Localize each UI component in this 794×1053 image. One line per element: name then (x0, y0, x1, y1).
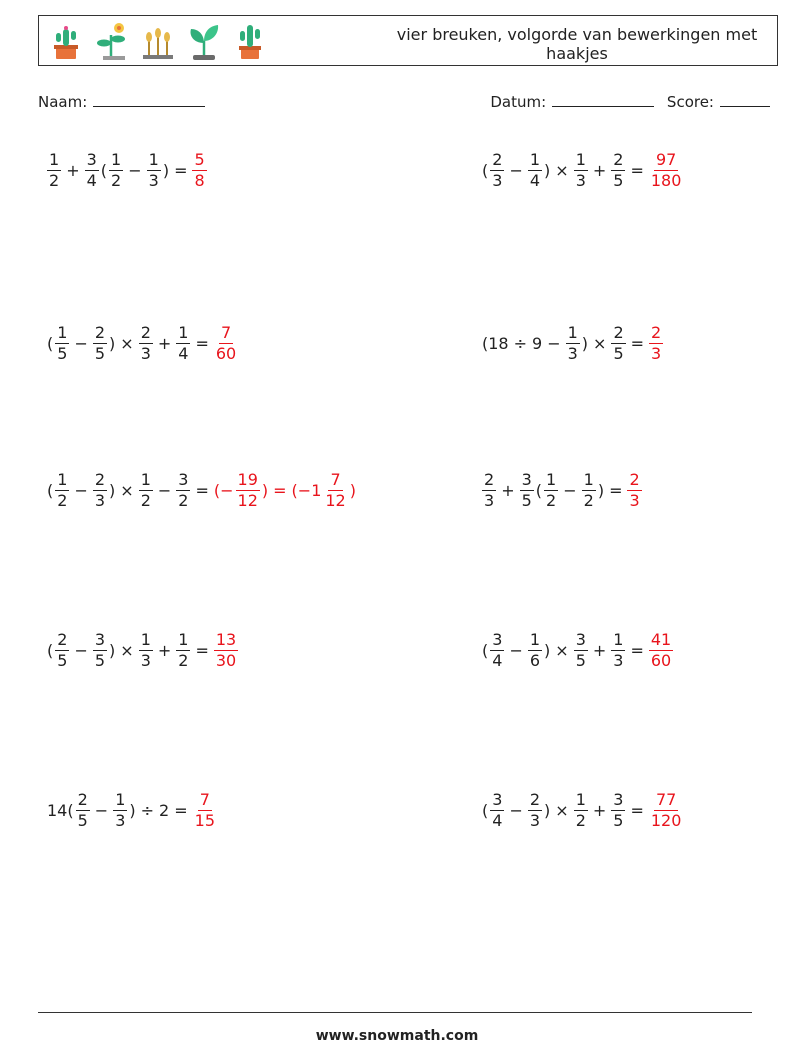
operator: × (593, 333, 607, 353)
numerator: 7 (199, 789, 210, 809)
fraction (92, 323, 108, 364)
problem-2 (481, 146, 684, 194)
numerator: 77 (655, 789, 677, 809)
denominator: 5 (77, 810, 88, 830)
fraction (138, 630, 154, 671)
denominator: 4 (492, 650, 503, 670)
expression (46, 630, 213, 671)
operator: = (195, 480, 209, 500)
header-icons (47, 21, 269, 61)
operator: + (157, 640, 172, 660)
numerator: 19 (237, 469, 258, 489)
denominator: 2 (49, 170, 60, 190)
numerator: 2 (529, 789, 541, 809)
fraction (146, 150, 162, 191)
fraction (92, 470, 108, 511)
term: ) (109, 480, 116, 500)
date-score-field (490, 92, 770, 111)
problem-6 (481, 466, 643, 514)
problem-5 (46, 466, 357, 514)
numerator: 13 (215, 629, 237, 649)
numerator: 1 (57, 322, 68, 342)
denominator: 2 (140, 490, 151, 510)
date-blank-line[interactable] (552, 92, 654, 107)
operator: − (74, 333, 88, 353)
numerator: 2 (57, 629, 68, 649)
term: ( (482, 800, 489, 820)
operator: − (74, 640, 88, 660)
term: ( (47, 333, 54, 353)
numerator: 3 (613, 789, 624, 809)
fraction (573, 150, 589, 191)
answer (192, 790, 218, 831)
fraction (489, 630, 505, 671)
numerator: 3 (521, 469, 532, 489)
numerator: 41 (650, 629, 672, 649)
numerator: 1 (111, 149, 122, 169)
numerator: 5 (194, 149, 205, 169)
denominator: 4 (178, 343, 189, 363)
denominator: 2 (178, 490, 189, 510)
fraction (489, 150, 505, 191)
denominator: 4 (529, 170, 541, 190)
answer (626, 470, 642, 511)
problem-3 (46, 319, 239, 367)
answer (648, 790, 685, 831)
problem-4 (481, 319, 664, 367)
expression (481, 323, 648, 364)
problem-9 (46, 786, 218, 834)
operator: × (555, 640, 569, 660)
fraction (527, 790, 543, 831)
denominator: 15 (194, 810, 215, 830)
answer (648, 150, 685, 191)
numerator: 2 (629, 469, 640, 489)
numerator: 2 (651, 322, 662, 342)
denominator: 2 (57, 490, 68, 510)
fraction (648, 630, 674, 671)
term: ) (162, 160, 170, 180)
numerator: 1 (613, 629, 624, 649)
fraction (519, 470, 535, 511)
score-blank-line[interactable] (720, 92, 770, 107)
operator: × (120, 640, 134, 660)
denominator: 2 (178, 650, 189, 670)
numerator: 1 (140, 629, 151, 649)
operator: = (174, 160, 188, 180)
operator: − (74, 480, 88, 500)
score-label: Score: (666, 93, 714, 111)
denominator: 12 (325, 490, 346, 510)
term: ( (47, 640, 54, 660)
numerator: 2 (140, 322, 151, 342)
denominator: 5 (57, 343, 68, 363)
fraction (213, 630, 239, 671)
denominator: 60 (650, 650, 672, 670)
numerator: 1 (178, 629, 189, 649)
fraction (581, 470, 597, 511)
denominator: 6 (529, 650, 541, 670)
operator: = (630, 160, 644, 180)
numerator: 1 (575, 149, 586, 169)
footer-divider (38, 1012, 752, 1013)
operator: ÷ (513, 333, 528, 353)
flower-sprout-icon (93, 21, 131, 61)
operator: + (592, 640, 607, 660)
denominator: 3 (629, 490, 640, 510)
denominator: 4 (492, 810, 503, 830)
denominator: 3 (140, 650, 151, 670)
numerator: 3 (575, 629, 586, 649)
expression (46, 150, 191, 191)
numerator: 1 (115, 789, 126, 809)
date-label: Datum: (490, 93, 547, 111)
operator: + (592, 800, 607, 820)
fraction (565, 323, 581, 364)
cactus-pot-icon (47, 21, 85, 61)
numerator: 2 (94, 469, 106, 489)
denominator: 3 (140, 343, 151, 363)
operator: − (563, 480, 577, 500)
fraction (573, 630, 589, 671)
operator: + (592, 160, 607, 180)
denominator: 5 (575, 650, 586, 670)
operator: = (195, 640, 209, 660)
denominator: 3 (529, 810, 541, 830)
fraction (610, 150, 626, 191)
denominator: 3 (651, 343, 662, 363)
answer (213, 323, 239, 364)
numerator: 97 (655, 149, 677, 169)
fraction (54, 470, 70, 511)
fraction (75, 790, 91, 831)
worksheet-title: vier breuken, volgorde van bewerkingen met haakjes (396, 25, 758, 63)
term: ) (129, 800, 136, 820)
numerator: 7 (220, 322, 232, 342)
denominator: 3 (613, 650, 624, 670)
term: ) (349, 480, 356, 500)
problem-10 (481, 786, 684, 834)
term: 14( (47, 800, 74, 820)
denominator: 2 (111, 170, 122, 190)
denominator: 5 (57, 650, 68, 670)
numerator: 1 (529, 629, 541, 649)
term: ( (482, 640, 489, 660)
answer (213, 630, 239, 671)
denominator: 3 (575, 170, 586, 190)
expression (481, 470, 626, 511)
term: ) (109, 333, 116, 353)
denominator: 2 (583, 490, 594, 510)
operator: − (94, 800, 109, 820)
operator: × (120, 333, 134, 353)
fraction (192, 790, 218, 831)
denominator: 3 (492, 170, 503, 190)
fraction (527, 150, 543, 191)
numerator: 3 (94, 629, 106, 649)
numerator: 1 (49, 149, 60, 169)
denominator: 3 (484, 490, 495, 510)
problem-7 (46, 626, 239, 674)
numerator: 2 (94, 322, 106, 342)
operator: − (509, 640, 523, 660)
operator: ÷ (140, 800, 155, 820)
fraction (610, 323, 626, 364)
operator: − (509, 800, 523, 820)
fraction (648, 323, 664, 364)
operator: − (157, 480, 172, 500)
fraction (108, 150, 124, 191)
fraction (527, 630, 543, 671)
fraction (138, 470, 154, 511)
denominator: 4 (86, 170, 97, 190)
numerator: 3 (178, 469, 189, 489)
operator: × (120, 480, 134, 500)
fraction (235, 470, 261, 511)
numerator: 1 (140, 469, 151, 489)
operator: + (157, 333, 172, 353)
operator: = (609, 480, 623, 500)
numerator: 1 (546, 469, 557, 489)
header-box (38, 15, 778, 66)
answer (213, 470, 357, 511)
term: 9 (532, 333, 543, 353)
operator: + (66, 160, 80, 180)
denominator: 2 (546, 490, 557, 510)
denominator: 5 (613, 170, 624, 190)
answer (191, 150, 207, 191)
operator: = (630, 333, 645, 353)
operator: = (195, 333, 209, 353)
term: (18 (482, 333, 509, 353)
name-blank-line[interactable] (93, 92, 205, 107)
term: ( (47, 480, 54, 500)
denominator: 12 (237, 490, 258, 510)
term: ( (482, 160, 489, 180)
numerator: 1 (583, 469, 594, 489)
denominator: 120 (650, 810, 682, 830)
numerator: 1 (178, 322, 189, 342)
numerator: 3 (492, 789, 503, 809)
fraction (648, 790, 685, 831)
numerator: 2 (492, 149, 503, 169)
operator: − (128, 160, 142, 180)
term: ) (544, 640, 551, 660)
fraction (175, 323, 191, 364)
numerator: 1 (529, 149, 541, 169)
numerator: 2 (77, 789, 88, 809)
numerator: 1 (148, 149, 159, 169)
denominator: 3 (115, 810, 126, 830)
denominator: 8 (194, 170, 205, 190)
denominator: 3 (94, 490, 106, 510)
operator: × (555, 800, 569, 820)
fraction (138, 323, 154, 364)
footer-website: www.snowmath.com (315, 1028, 479, 1044)
denominator: 5 (613, 810, 624, 830)
denominator: 3 (567, 343, 578, 363)
numerator: 7 (330, 469, 341, 489)
denominator: 5 (521, 490, 532, 510)
fraction (191, 150, 207, 191)
cactus-icon (231, 21, 269, 61)
fraction (543, 470, 559, 511)
numerator: 3 (492, 629, 503, 649)
numerator: 1 (57, 469, 68, 489)
denominator: 2 (575, 810, 586, 830)
problem-1 (46, 146, 208, 194)
fraction (84, 150, 100, 191)
denominator: 3 (148, 170, 159, 190)
answer (648, 630, 674, 671)
expression (46, 470, 213, 511)
fraction (626, 470, 642, 511)
term: ( (100, 160, 108, 180)
expression (481, 630, 648, 671)
operator: + (501, 480, 515, 500)
answer (648, 323, 664, 364)
term: 2 (159, 800, 170, 820)
denominator: 5 (94, 343, 106, 363)
operator: = (273, 480, 287, 500)
operator: = (174, 800, 188, 820)
operator: = (630, 800, 644, 820)
operator: − (547, 333, 561, 353)
numerator: 1 (567, 322, 578, 342)
fraction (481, 470, 497, 511)
numerator: 3 (86, 149, 97, 169)
numerator: 1 (575, 789, 586, 809)
fraction (322, 470, 348, 511)
fraction (489, 790, 505, 831)
expression (481, 790, 648, 831)
fraction (610, 790, 626, 831)
denominator: 5 (94, 650, 106, 670)
denominator: 180 (650, 170, 682, 190)
fraction (213, 323, 239, 364)
fraction (46, 150, 62, 191)
term: ) (544, 160, 551, 180)
numerator: 2 (613, 322, 624, 342)
term: ) (581, 333, 589, 353)
fraction (112, 790, 128, 831)
term: (−1 (291, 480, 322, 500)
fraction (54, 323, 70, 364)
problem-8 (481, 626, 674, 674)
denominator: 60 (215, 343, 237, 363)
term: ) (261, 480, 269, 500)
wheat-icon (139, 21, 177, 61)
seedling-icon (185, 21, 223, 61)
expression (46, 790, 192, 831)
fraction (54, 630, 70, 671)
expression (481, 150, 648, 191)
numerator: 2 (613, 149, 624, 169)
fraction (573, 790, 589, 831)
term: ) (109, 640, 116, 660)
denominator: 5 (613, 343, 624, 363)
numerator: 2 (484, 469, 495, 489)
fraction (92, 630, 108, 671)
operator: × (555, 160, 569, 180)
operator: = (630, 640, 644, 660)
term: ( (535, 480, 543, 500)
operator: − (509, 160, 523, 180)
denominator: 30 (215, 650, 237, 670)
term: ) (597, 480, 605, 500)
term: ) (544, 800, 551, 820)
name-label: Naam: (38, 93, 88, 111)
expression (46, 323, 213, 364)
term: (− (213, 480, 234, 500)
name-field (38, 92, 205, 111)
fraction (648, 150, 685, 191)
fraction (610, 630, 626, 671)
fraction (175, 470, 191, 511)
fraction (175, 630, 191, 671)
